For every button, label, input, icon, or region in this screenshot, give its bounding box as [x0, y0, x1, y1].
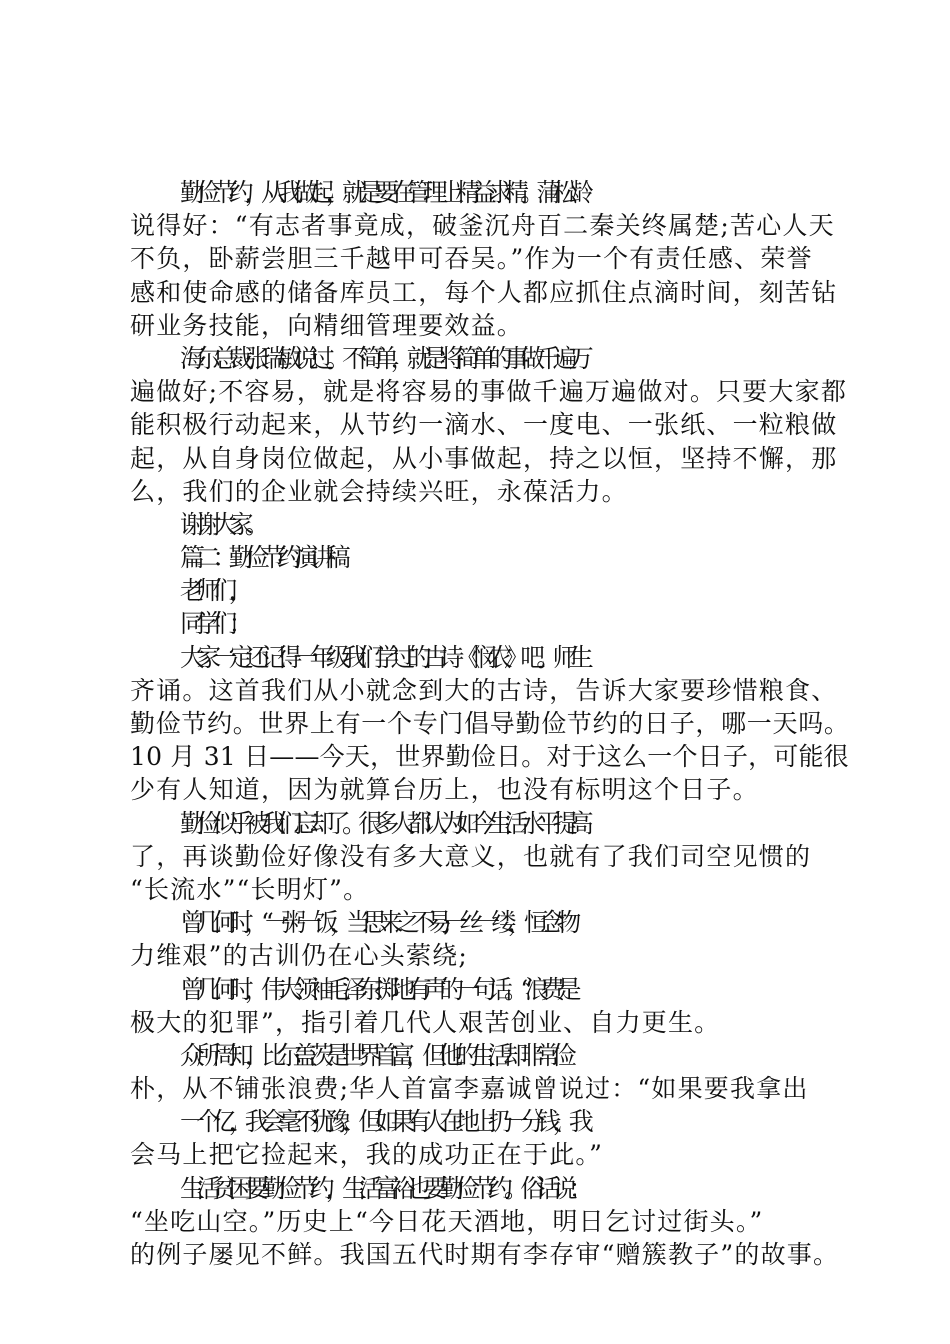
text-line: 会马上把它捡起来，我的成功正在于此。”: [130, 1140, 604, 1170]
text-line: 生活贫困要勤俭节约，生活富裕也要勤俭节约。俗话说：: [180, 1173, 586, 1203]
text-line: 感和使命感的储备库员工，每个人都应抓住点滴时间，刻苦钻: [130, 277, 838, 307]
text-line: 能积极行动起来，从节约一滴水、一度电、一张纸、一粒粮做: [130, 410, 838, 440]
text-line: 曾几何时，伟大领袖毛泽东掷地有声的一句话。“浪费是: [180, 974, 573, 1004]
text-line: 老师们，: [180, 576, 245, 606]
text-line: 海尔总裁张瑞敏说过。不简单，就是将简单的事做千遍万: [180, 343, 586, 373]
text-line: 一个亿，我会毫不犹豫，但如果有人在地上扔一分钱，我: [180, 1107, 586, 1137]
text-line: 谢谢大家。: [180, 509, 262, 539]
text-line: 齐诵。这首我们从小就念到大的古诗，告诉大家要珍惜粮食、: [130, 675, 838, 705]
text-line: 少有人知道，因为就算台历上，也没有标明这个日子。: [130, 775, 759, 805]
text-line: 的例子屡见不鲜。我国五代时期有李存审“赠簇教子”的故事。: [130, 1240, 840, 1269]
text-line: 了，再谈勤俭好像没有多大意义，也就有了我们司空见惯的: [130, 841, 812, 871]
text-line: 同学们：: [180, 609, 245, 639]
text-line: 朴，从不铺张浪费;华人首富李嘉诚曾说过：“如果要我拿出: [130, 1074, 809, 1104]
text-line: 说得好：“有志者事竟成，破釜沉舟百二秦关终属楚;苦心人天: [130, 211, 835, 241]
text-line: 大家一定还记得一年级我们学过的古诗《悯农》吧。师生: [180, 642, 586, 672]
text-line: 力维艰”的古训仍在心头萦绕;: [130, 941, 469, 971]
text-line: 勤俭节约，从我做起，就是要在管理上精益求精。蒲松龄: [180, 178, 586, 207]
text-line: “长流水”“长明灯”。: [130, 874, 370, 904]
text-line: 极大的犯罪”，指引着几代人艰苦创业、自力更生。: [130, 1007, 721, 1037]
text-line: 研业务技能，向精细管理要效益。: [130, 310, 524, 340]
text-line: 众所周知，比尔·盖茨是世界首富，但他的生活却非常俭: [180, 1040, 568, 1070]
text-line: 勤俭似乎被我们忘却了。很多人都认为如今生活水平提高: [180, 808, 586, 838]
text-line: 么，我们的企业就会持续兴旺，永葆活力。: [130, 476, 628, 506]
text-line: 篇二：勤俭节约演讲稿: [180, 543, 343, 573]
text-line: 遍做好;不容易，就是将容易的事做千遍万遍做对。只要大家都: [130, 377, 848, 407]
text-line: 勤俭节约。世界上有一个专门倡导勤俭节约的日子，哪一天吗。: [130, 709, 850, 738]
text-line: “坐吃山空。”历史上“今日花天酒地，明日乞讨过街头。”: [130, 1206, 764, 1236]
text-line: 10 月 31 日——今天，世界勤俭日。对于这么一个日子，可能很: [130, 742, 849, 772]
text-line: 不负，卧薪尝胆三千越甲可吞吴。”作为一个有责任感、荣誉: [130, 244, 813, 274]
text-line: 起，从自身岗位做起，从小事做起，持之以恒，坚持不懈，那: [130, 443, 838, 473]
document-body: [130, 176, 850, 1271]
text-line: 曾几何时，“一粥一饭，当思来之不易;一丝一缕，恒念物: [180, 908, 573, 938]
